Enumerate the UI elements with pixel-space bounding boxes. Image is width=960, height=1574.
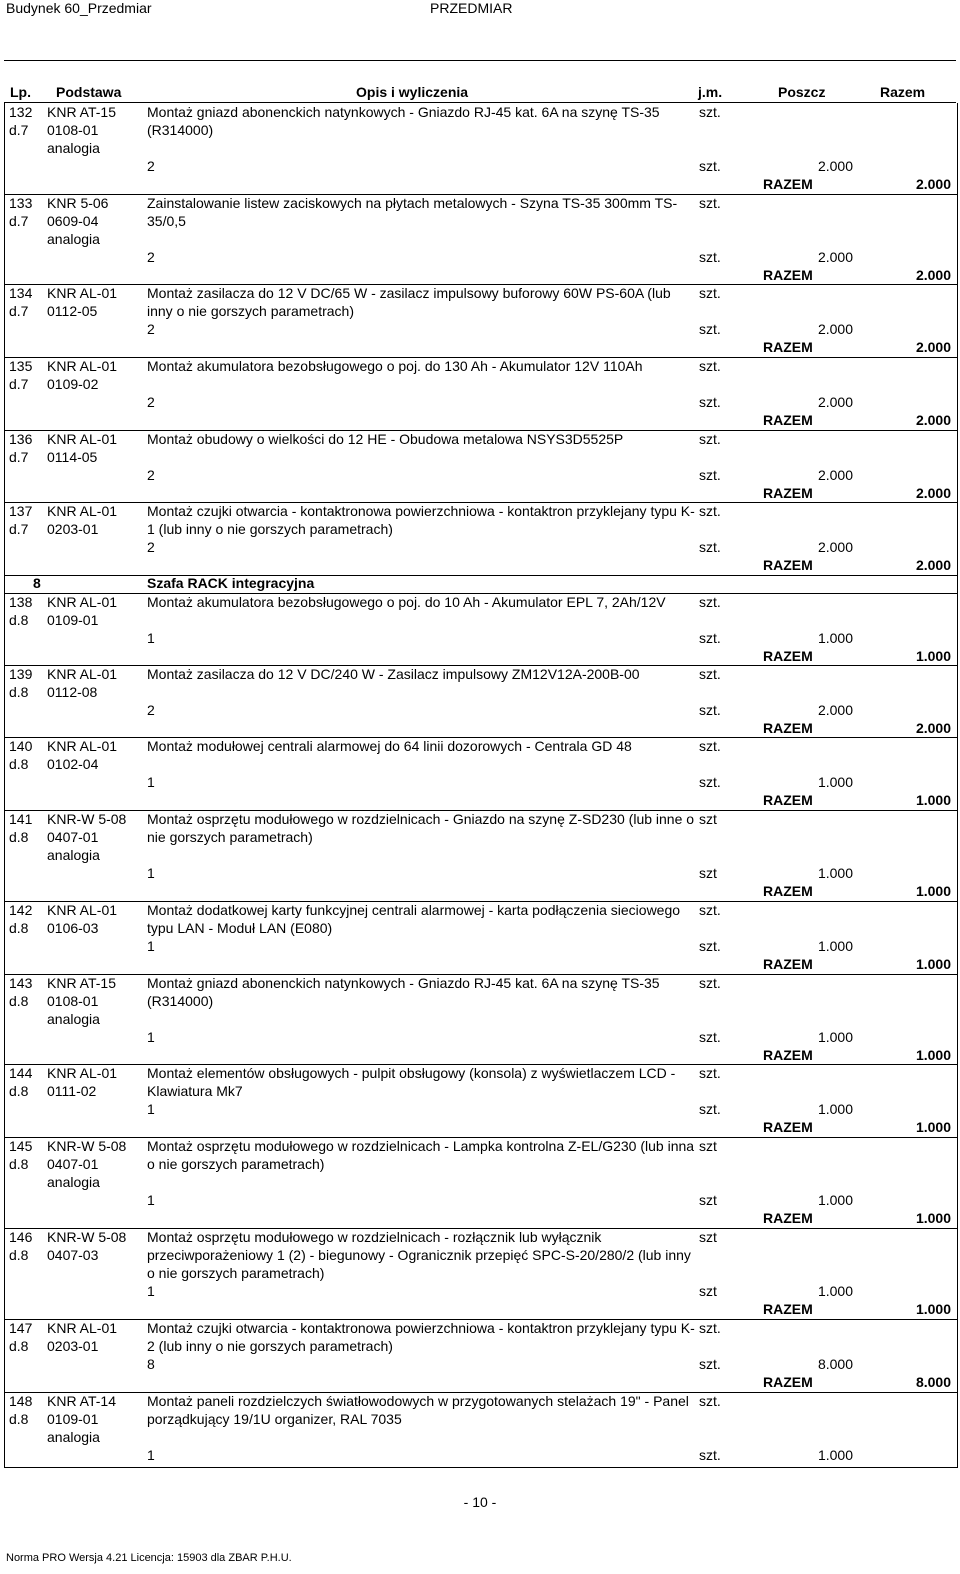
row-razem-value: 1.000 bbox=[915, 1301, 951, 1317]
col-poszcz: Poszcz bbox=[778, 84, 826, 100]
section-header bbox=[5, 575, 957, 594]
row-opis: Montaż modułowej centrali alarmowej do 64 linii dozorowych - Centrala GD 48 bbox=[147, 738, 632, 754]
row-qty-jm: szt. bbox=[699, 702, 721, 718]
row-qty: 1 bbox=[147, 1029, 155, 1045]
row-jm: szt. bbox=[699, 666, 721, 682]
row-jm: szt. bbox=[699, 1065, 721, 1081]
row-qty: 2 bbox=[147, 539, 155, 555]
row-lp: 137 d.7 bbox=[9, 503, 33, 537]
row-razem-label: RAZEM bbox=[763, 1047, 813, 1063]
row-lp: 135 d.7 bbox=[9, 358, 33, 392]
row-razem-value: 1.000 bbox=[915, 1119, 951, 1135]
table-row bbox=[5, 103, 957, 195]
row-qty: 1 bbox=[147, 938, 155, 954]
row-opis: Montaż czujki otwarcia - kontaktronowa powierzchniowa - kontaktron przyklejany typu K-2 (lub inny o nie gorszych parametrach) bbox=[147, 1320, 695, 1354]
row-razem-value: 2.000 bbox=[915, 720, 951, 736]
row-jm: szt. bbox=[699, 431, 721, 447]
document-type: PRZEDMIAR bbox=[430, 0, 513, 16]
row-jm: szt. bbox=[699, 975, 721, 991]
row-podstawa: KNR AL-01 0114-05 bbox=[47, 431, 118, 465]
row-qty: 2 bbox=[147, 702, 155, 718]
row-razem-value: 2.000 bbox=[915, 557, 951, 573]
row-qty: 2 bbox=[147, 394, 155, 410]
row-podstawa: KNR AL-01 0112-05 bbox=[47, 285, 118, 319]
document-name: Budynek 60_Przedmiar bbox=[6, 0, 152, 16]
row-poszcz: 2.000 bbox=[817, 467, 853, 483]
row-lp: 144 d.8 bbox=[9, 1065, 33, 1099]
row-razem-label: RAZEM bbox=[763, 485, 813, 501]
page-number: - 10 - bbox=[463, 1494, 497, 1510]
row-lp: 138 d.8 bbox=[9, 594, 33, 628]
header-rule bbox=[4, 60, 956, 61]
section-number: 8 bbox=[33, 575, 41, 591]
table-row bbox=[5, 194, 957, 285]
row-qty-jm: szt. bbox=[699, 249, 721, 265]
col-jm: j.m. bbox=[698, 84, 723, 100]
row-podstawa: KNR-W 5-08 0407-01 analogia bbox=[47, 811, 127, 863]
row-opis: Montaż osprzętu modułowego w rozdzielnicach - Lampka kontrolna Z-EL/G230 (lub inna o nie gorszych parametrach) bbox=[147, 1138, 695, 1172]
row-razem-value: 1.000 bbox=[915, 956, 951, 972]
row-razem-label: RAZEM bbox=[763, 1374, 813, 1390]
row-podstawa: KNR-W 5-08 0407-03 bbox=[47, 1229, 127, 1263]
table-row bbox=[5, 593, 957, 666]
section-title: Szafa RACK integracyjna bbox=[147, 575, 315, 591]
row-podstawa: KNR AL-01 0111-02 bbox=[47, 1065, 118, 1099]
row-podstawa: KNR AL-01 0203-01 bbox=[47, 503, 118, 537]
row-qty-jm: szt. bbox=[699, 774, 721, 790]
row-opis: Montaż obudowy o wielkości do 12 HE - Obudowa metalowa NSYS3D5525P bbox=[147, 431, 624, 447]
row-jm: szt. bbox=[699, 594, 721, 610]
row-razem-label: RAZEM bbox=[763, 1119, 813, 1135]
table-row bbox=[5, 284, 957, 358]
page-header bbox=[0, 0, 960, 20]
row-qty: 1 bbox=[147, 1283, 155, 1299]
row-jm: szt. bbox=[699, 285, 721, 301]
row-jm: szt. bbox=[699, 738, 721, 754]
row-opis: Montaż osprzętu modułowego w rozdzielnicach - Gniazdo na szynę Z-SD230 (lub inne o nie gorszych parametrach) bbox=[147, 811, 695, 845]
table-row bbox=[5, 1137, 957, 1229]
row-lp: 140 d.8 bbox=[9, 738, 33, 772]
row-qty: 2 bbox=[147, 249, 155, 265]
row-razem-label: RAZEM bbox=[763, 557, 813, 573]
row-qty-jm: szt. bbox=[699, 1356, 721, 1372]
row-razem-label: RAZEM bbox=[763, 267, 813, 283]
row-opis: Montaż dodatkowej karty funkcyjnej centrali alarmowej - karta podłączenia sieciowego typu LAN - Moduł LAN (E080) bbox=[147, 902, 681, 936]
row-razem-label: RAZEM bbox=[763, 1301, 813, 1317]
row-lp: 145 d.8 bbox=[9, 1138, 33, 1172]
row-jm: szt. bbox=[699, 1393, 721, 1409]
row-podstawa: KNR AL-01 0109-01 bbox=[47, 594, 118, 628]
row-poszcz: 1.000 bbox=[817, 938, 853, 954]
col-lp: Lp. bbox=[10, 84, 31, 100]
row-qty-jm: szt. bbox=[699, 394, 721, 410]
row-podstawa: KNR-W 5-08 0407-01 analogia bbox=[47, 1138, 127, 1190]
row-opis: Montaż paneli rozdzielczych światłowodowych w przygotowanych stelażach 19" - Panel porządkujący 19/1U organizer, RAL 7035 bbox=[147, 1393, 689, 1427]
table-row bbox=[5, 357, 957, 431]
row-lp: 148 d.8 bbox=[9, 1393, 33, 1427]
row-lp: 134 d.7 bbox=[9, 285, 33, 319]
row-poszcz: 2.000 bbox=[817, 702, 853, 718]
row-jm: szt. bbox=[699, 503, 721, 519]
row-qty-jm: szt. bbox=[699, 467, 721, 483]
table-body bbox=[4, 103, 958, 1468]
row-opis: Montaż czujki otwarcia - kontaktronowa powierzchniowa - kontaktron przyklejany typu K-1 (lub inny o nie gorszych parametrach) bbox=[147, 503, 695, 537]
row-qty: 1 bbox=[147, 774, 155, 790]
row-jm: szt. bbox=[699, 358, 721, 374]
row-poszcz: 1.000 bbox=[817, 865, 853, 881]
row-razem-label: RAZEM bbox=[763, 176, 813, 192]
table-row bbox=[5, 901, 957, 975]
row-poszcz: 1.000 bbox=[817, 1029, 853, 1045]
row-qty: 2 bbox=[147, 467, 155, 483]
row-lp: 139 d.8 bbox=[9, 666, 33, 700]
table-row bbox=[5, 810, 957, 902]
row-qty-jm: szt. bbox=[699, 158, 721, 174]
table-row bbox=[5, 665, 957, 738]
row-qty-jm: szt. bbox=[699, 1101, 721, 1117]
row-podstawa: KNR AL-01 0106-03 bbox=[47, 902, 118, 936]
row-qty: 2 bbox=[147, 158, 155, 174]
row-opis: Montaż zasilacza do 12 V DC/240 W - Zasilacz impulsowy ZM12V12A-200B-00 bbox=[147, 666, 640, 682]
row-qty-jm: szt bbox=[699, 1283, 717, 1299]
row-razem-value: 1.000 bbox=[915, 883, 951, 899]
row-razem-value: 2.000 bbox=[915, 412, 951, 428]
row-opis: Montaż akumulatora bezobsługowego o poj. do 10 Ah - Akumulator EPL 7, 2Ah/12V bbox=[147, 594, 666, 610]
row-qty-jm: szt bbox=[699, 865, 717, 881]
row-jm: szt. bbox=[699, 195, 721, 211]
row-lp: 143 d.8 bbox=[9, 975, 33, 1009]
table-row bbox=[5, 974, 957, 1065]
row-opis: Montaż akumulatora bezobsługowego o poj. do 130 Ah - Akumulator 12V 110Ah bbox=[147, 358, 643, 374]
row-qty-jm: szt. bbox=[699, 539, 721, 555]
col-razem: Razem bbox=[880, 84, 926, 100]
row-poszcz: 2.000 bbox=[817, 394, 853, 410]
row-lp: 141 d.8 bbox=[9, 811, 33, 845]
row-razem-value: 2.000 bbox=[915, 485, 951, 501]
row-razem-label: RAZEM bbox=[763, 1210, 813, 1226]
row-jm: szt bbox=[699, 1138, 717, 1154]
row-lp: 133 d.7 bbox=[9, 195, 33, 229]
row-lp: 132 d.7 bbox=[9, 104, 33, 138]
row-qty-jm: szt. bbox=[699, 1029, 721, 1045]
row-podstawa: KNR AT-15 0108-01 analogia bbox=[47, 104, 116, 156]
row-razem-label: RAZEM bbox=[763, 648, 813, 664]
row-razem-label: RAZEM bbox=[763, 956, 813, 972]
table-row bbox=[5, 1064, 957, 1138]
table-row bbox=[5, 1392, 957, 1468]
row-razem-value: 2.000 bbox=[915, 267, 951, 283]
row-qty-jm: szt. bbox=[699, 938, 721, 954]
row-opis: Montaż osprzętu modułowego w rozdzielnicach - rozłącznik lub wyłącznik przeciwporażeniowy 1 (2) - biegunowy - Ogranicznik przepięć SPC-S-20/280/2 (lub inny o nie gorszych parametrach) bbox=[147, 1229, 691, 1281]
row-podstawa: KNR AL-01 0203-01 bbox=[47, 1320, 118, 1354]
col-opis: Opis i wyliczenia bbox=[356, 84, 469, 100]
row-qty: 1 bbox=[147, 1447, 155, 1463]
row-qty: 1 bbox=[147, 630, 155, 646]
row-podstawa: KNR AT-15 0108-01 analogia bbox=[47, 975, 116, 1027]
row-poszcz: 1.000 bbox=[817, 1192, 853, 1208]
row-opis: Montaż gniazd abonenckich natynkowych - Gniazdo RJ-45 kat. 6A na szynę TS-35 (R314000) bbox=[147, 975, 660, 1009]
footer-license: Norma PRO Wersja 4.21 Licencja: 15903 dla ZBAR P.H.U. bbox=[6, 1552, 292, 1564]
row-qty: 1 bbox=[147, 1101, 155, 1117]
row-lp: 146 d.8 bbox=[9, 1229, 33, 1263]
row-razem-value: 1.000 bbox=[915, 1210, 951, 1226]
row-lp: 147 d.8 bbox=[9, 1320, 33, 1354]
row-qty-jm: szt. bbox=[699, 321, 721, 337]
table-row bbox=[5, 1319, 957, 1393]
row-opis: Montaż zasilacza do 12 V DC/65 W - zasilacz impulsowy buforowy 60W PS-60A (lub inny o nie gorszych parametrach) bbox=[147, 285, 671, 319]
row-lp: 136 d.7 bbox=[9, 431, 33, 465]
table-row bbox=[5, 1228, 957, 1320]
table-row bbox=[5, 737, 957, 811]
row-razem-value: 1.000 bbox=[915, 1047, 951, 1063]
row-jm: szt bbox=[699, 1229, 717, 1245]
row-razem-label: RAZEM bbox=[763, 412, 813, 428]
row-poszcz: 2.000 bbox=[817, 321, 853, 337]
row-jm: szt. bbox=[699, 104, 721, 120]
row-poszcz: 2.000 bbox=[817, 158, 853, 174]
row-podstawa: KNR 5-06 0609-04 analogia bbox=[47, 195, 109, 247]
row-podstawa: KNR AL-01 0112-08 bbox=[47, 666, 118, 700]
row-razem-value: 1.000 bbox=[915, 648, 951, 664]
row-razem-value: 2.000 bbox=[915, 339, 951, 355]
col-podstawa: Podstawa bbox=[56, 84, 122, 100]
row-razem-label: RAZEM bbox=[763, 792, 813, 808]
row-jm: szt. bbox=[699, 1320, 721, 1336]
row-opis: Montaż gniazd abonenckich natynkowych - Gniazdo RJ-45 kat. 6A na szynę TS-35 (R314000) bbox=[147, 104, 660, 138]
row-poszcz: 1.000 bbox=[817, 1101, 853, 1117]
row-podstawa: KNR AL-01 0109-02 bbox=[47, 358, 118, 392]
row-lp: 142 d.8 bbox=[9, 902, 33, 936]
row-poszcz: 2.000 bbox=[817, 249, 853, 265]
row-qty-jm: szt. bbox=[699, 630, 721, 646]
row-jm: szt. bbox=[699, 902, 721, 918]
row-razem-label: RAZEM bbox=[763, 883, 813, 899]
row-qty: 1 bbox=[147, 865, 155, 881]
row-podstawa: KNR AT-14 0109-01 analogia bbox=[47, 1393, 116, 1445]
row-jm: szt bbox=[699, 811, 717, 827]
row-poszcz: 8.000 bbox=[817, 1356, 853, 1372]
row-qty-jm: szt bbox=[699, 1192, 717, 1208]
row-razem-value: 8.000 bbox=[915, 1374, 951, 1390]
row-razem-value: 2.000 bbox=[915, 176, 951, 192]
row-poszcz: 2.000 bbox=[817, 539, 853, 555]
row-poszcz: 1.000 bbox=[817, 1283, 853, 1299]
row-razem-label: RAZEM bbox=[763, 720, 813, 736]
table-row bbox=[5, 430, 957, 503]
row-qty: 2 bbox=[147, 321, 155, 337]
row-poszcz: 1.000 bbox=[817, 630, 853, 646]
row-razem-label: RAZEM bbox=[763, 339, 813, 355]
table-header bbox=[4, 82, 956, 103]
row-opis: Montaż elementów obsługowych - pulpit obsługowy (konsola) z wyświetlaczem LCD - Klawiatura Mk7 bbox=[147, 1065, 676, 1099]
row-podstawa: KNR AL-01 0102-04 bbox=[47, 738, 118, 772]
row-qty: 1 bbox=[147, 1192, 155, 1208]
row-opis: Zainstalowanie listew zaciskowych na płytach metalowych - Szyna TS-35 300mm TS-35/0,5 bbox=[147, 195, 678, 229]
row-poszcz: 1.000 bbox=[817, 774, 853, 790]
row-qty-jm: szt. bbox=[699, 1447, 721, 1463]
row-qty: 8 bbox=[147, 1356, 155, 1372]
row-razem-value: 1.000 bbox=[915, 792, 951, 808]
row-poszcz: 1.000 bbox=[817, 1447, 853, 1463]
table-row bbox=[5, 502, 957, 576]
